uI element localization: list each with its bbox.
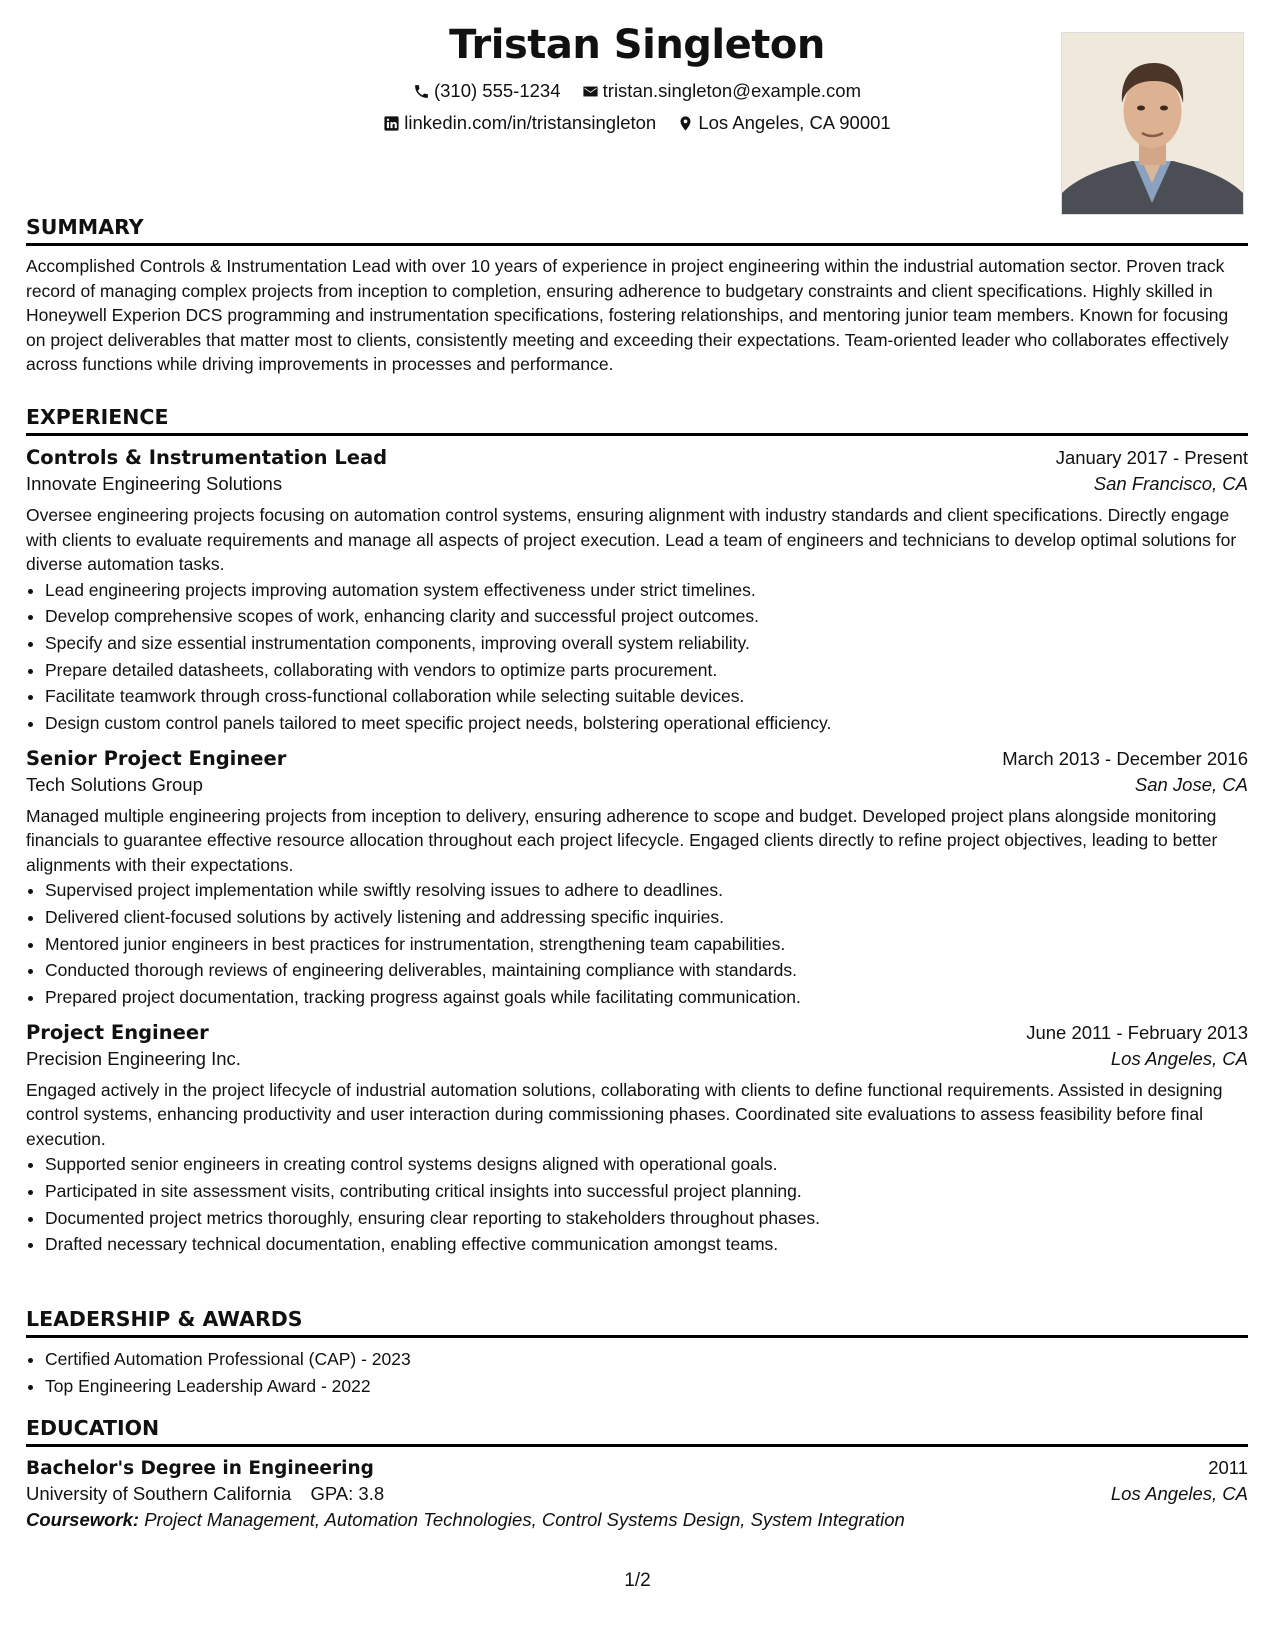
location-text: Los Angeles, CA 90001 [698,112,891,133]
profile-photo [1061,32,1244,215]
summary-text: Accomplished Controls & Instrumentation Lead with over 10 years of experience in project engineering within the industrial automation sector. Proven track record of managing complex projects from inception to completion, ensuring adherence to budgetary constraints and client specifications. Highly skilled in Honeywell Experion DCS programming and instrumentation specifications, fostering relationships, and mentoring junior team members. Known for focusing on project deliverables that matter most to clients, consistently meeting and exceeding their expectations. Team-oriented leader who collaborates effectively across functions while driving improvements in processes and performance. [26,256,1229,374]
list-item: • Prepared project documentation, tracking progress against goals while facilitating communication. [45,984,1248,1011]
list-item: • Top Engineering Leadership Award - 2022 [45,1373,1248,1400]
list-item: • Supervised project implementation while swiftly resolving issues to adhere to deadlines. [45,877,1248,904]
list-item: • Conducted thorough reviews of engineering deliverables, maintaining compliance with standards. [45,957,1248,984]
linkedin-text: linkedin.com/in/tristansingleton [404,112,657,133]
email-text: tristan.singleton@example.com [602,80,862,101]
job-title: Controls & Instrumentation Lead [26,446,388,469]
experience-heading: EXPERIENCE [26,405,1248,436]
job-dates: March 2013 - December 2016 [1002,747,1248,769]
job-entry [26,446,1248,737]
summary-section [26,215,1248,377]
contact-linkedin[interactable] [383,112,656,134]
job-dates: January 2017 - Present [1055,447,1248,468]
awards-heading: LEADERSHIP & AWARDS [26,1307,1248,1338]
job-description: Engaged actively in the project lifecycle of industrial automation solutions, collaborating with clients to define functional requirements. Assisted in designing control systems, enhancing productivity and user interaction during commissioning phases. Coordinated site evaluations to assess feasibility before final execution. [26,1079,1223,1149]
job-location: San Jose, CA [1134,773,1248,795]
list-item: • Develop comprehensive scopes of work, enhancing clarity and successful project outcomes. [45,603,1248,630]
linkedin-icon [383,115,400,132]
education-section [26,1416,1248,1531]
list-item: • Specify and size essential instrumentation components, improving overall system reliability. [45,630,1248,657]
job-bullets [26,577,1248,737]
summary-heading: SUMMARY [26,215,1248,246]
coursework-label: Coursework: [26,1509,140,1530]
list-item: • Supported senior engineers in creating control systems designs aligned with operational goals. [45,1151,1248,1178]
company-name: Tech Solutions Group [26,773,203,795]
phone-icon [413,83,430,100]
education-heading: EDUCATION [26,1416,1248,1447]
resume-header [26,0,1248,225]
job-bullets [26,877,1248,1011]
job-entry [26,747,1248,1011]
job-description: Managed multiple engineering projects from inception to delivery, ensuring adherence to scope and budget. Developed project plans alongside monitoring financials to guarantee effective resource allocation throughout each project lifecycle. Engaged clients directly to refine project objectives, leading to better alignments with their expectations. [26,805,1218,875]
awards-list [26,1346,1248,1399]
list-item: • Lead engineering projects improving automation system effectiveness under strict timelines. [45,577,1248,604]
page-number: 1/2 [624,1570,651,1591]
job-title: Senior Project Engineer [26,746,287,770]
job-title: Project Engineer [26,1020,209,1044]
awards-section [26,1307,1248,1399]
phone-text: (310) 555-1234 [433,80,561,101]
job-location: San Francisco, CA [1093,473,1248,494]
company-name: Precision Engineering Inc. [26,1047,241,1069]
coursework-list: Project Management, Automation Technologies, Control Systems Design, System Integration [144,1509,905,1530]
job-description: Oversee engineering projects focusing on automation control systems, ensuring alignment with industry standards and client specifications. Directly engage with clients to evaluate requirements and manage all aspects of project execution. Lead a team of engineers and technicians to develop optimal solutions for diverse automation tasks. [26,505,1237,574]
envelope-icon [582,83,599,100]
company-name: Innovate Engineering Solutions [26,473,283,494]
contact-location [677,112,890,134]
list-item: • Facilitate teamwork through cross-functional collaboration while selecting suitable devices. [45,683,1248,710]
job-bullets [26,1151,1248,1258]
list-item: • Drafted necessary technical documentation, enabling effective communication amongst teams. [45,1231,1248,1258]
candidate-name: Tristan Singleton [449,22,825,68]
degree-title: Bachelor's Degree in Engineering [26,1458,374,1479]
school-name: University of Southern California [26,1483,292,1504]
resume-page [26,0,1248,1650]
school-location: Los Angeles, CA [1110,1483,1248,1504]
job-dates: June 2011 - February 2013 [1026,1021,1248,1043]
map-pin-icon [677,115,694,132]
list-item: • Delivered client-focused solutions by actively listening and addressing specific inquiries. [45,904,1248,931]
list-item: • Participated in site assessment visits, contributing critical insights into successful project planning. [45,1178,1248,1205]
list-item: • Design custom control panels tailored to meet specific project needs, bolstering operational efficiency. [45,710,1248,737]
list-item: • Documented project metrics thoroughly, ensuring clear reporting to stakeholders throughout phases. [45,1205,1248,1232]
graduation-year: 2011 [1208,1457,1248,1478]
gpa: GPA: 3.8 [310,1483,385,1504]
list-item: • Prepare detailed datasheets, collaborating with vendors to optimize parts procurement. [45,657,1248,684]
contact-email[interactable] [582,80,861,102]
list-item: • Certified Automation Professional (CAP) - 2023 [45,1346,1248,1373]
contact-phone [413,80,561,102]
job-entry [26,1021,1248,1258]
job-location: Los Angeles, CA [1110,1047,1248,1069]
experience-section [26,405,1248,1258]
coursework [26,1509,1248,1531]
list-item: • Mentored junior engineers in best practices for instrumentation, strengthening team capabilities. [45,931,1248,958]
